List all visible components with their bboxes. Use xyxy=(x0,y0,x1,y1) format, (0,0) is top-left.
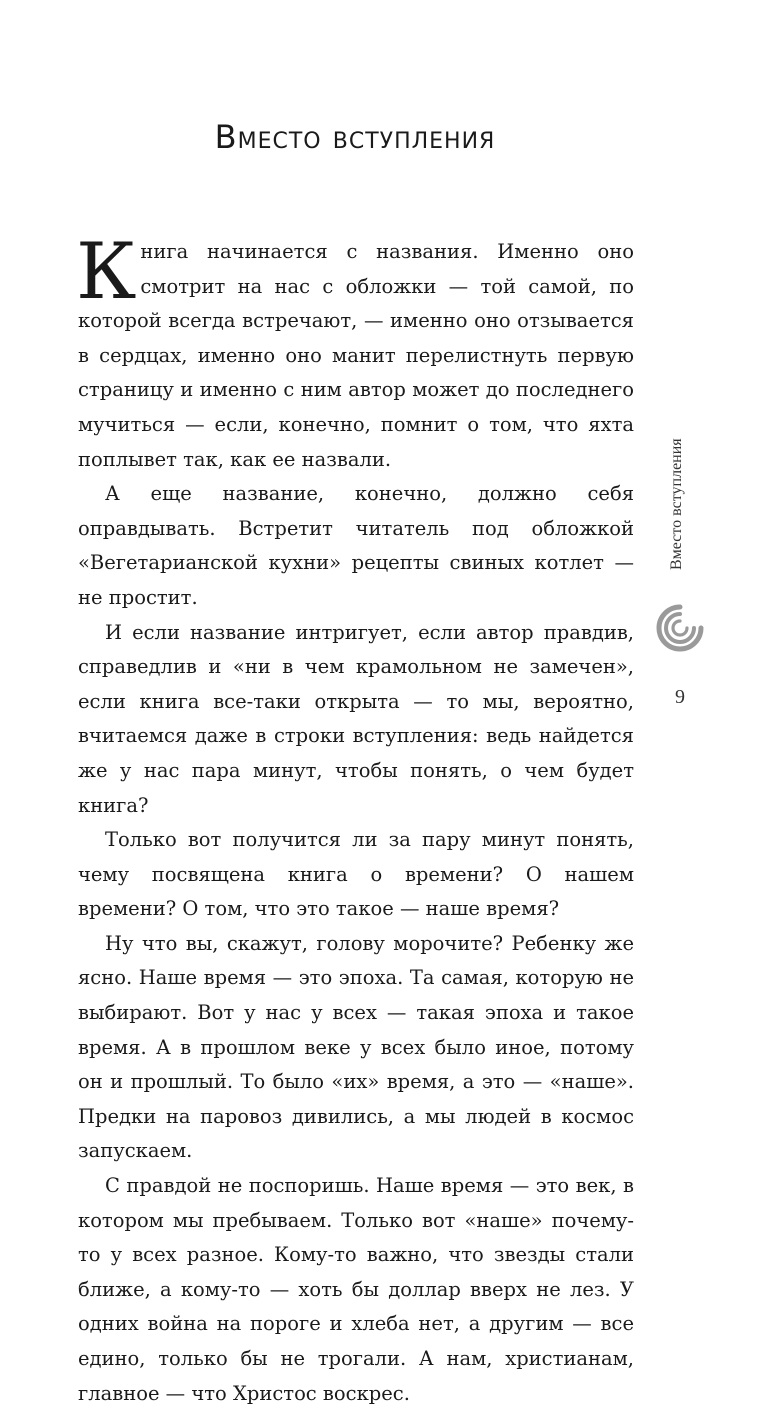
paragraph: А еще название, конечно, должно себя оправдывать. Встретит читатель под обложкой «Вегетарианской кухни» рецепты свиных котлет — не простит. xyxy=(78,482,634,609)
paragraph xyxy=(76,227,634,477)
running-head: Вместо вступления xyxy=(668,438,685,570)
drop-cap: К xyxy=(76,227,137,317)
swirl-ornament-icon xyxy=(655,603,705,653)
chapter-title: Вместо вступления xyxy=(214,118,496,156)
paragraph-text: нига начинается с названия. Именно оно смотрит на нас с обложки — той самой, по которой всегда встречают, — именно оно отзывается в сердцах, именно оно манит перелистнуть первую страницу и именно с ним автор может до последнего мучиться — если, конечно, помнит о том, что яхта поплывет так, как ее назвали. xyxy=(78,240,634,471)
paragraph: Только вот получится ли за пару минут понять, чему посвящена книга о времени? О нашем времени? О том, что это такое — наше время? xyxy=(78,828,634,921)
body-text xyxy=(76,227,634,1411)
paragraph: С правдой не поспоришь. Наше время — это век, в котором мы пребываем. Только вот «наше» почему-то у всех разное. Кому-то важно, что звезды стали ближе, а кому-то — хоть бы доллар вверх не лез. У одних война на пороге и хлеба нет, а другим — все едино, только бы не трогали. А нам, христианам, главное — что Христос воскрес. xyxy=(78,1174,634,1405)
paragraph: И если название интригует, если автор правдив, справедлив и «ни в чем крамольном не замечен», если книга все-таки открыта — то мы, вероятно, вчитаемся даже в строки вступления: ведь найдется же у нас пара минут, чтобы понять, о чем будет книга? xyxy=(78,620,634,817)
paragraph: Ну что вы, скажут, голову морочите? Ребенку же ясно. Наше время — это эпоха. Та самая, которую не выбирают. Вот у нас у всех — такая эпоха и такое время. А в прошлом веке у всех было иное, потому он и прошлый. То было «их» время, а это — «наше». Предки на паровоз дивились, а мы людей в космос запускаем. xyxy=(78,931,634,1163)
page-number: 9 xyxy=(675,686,685,708)
